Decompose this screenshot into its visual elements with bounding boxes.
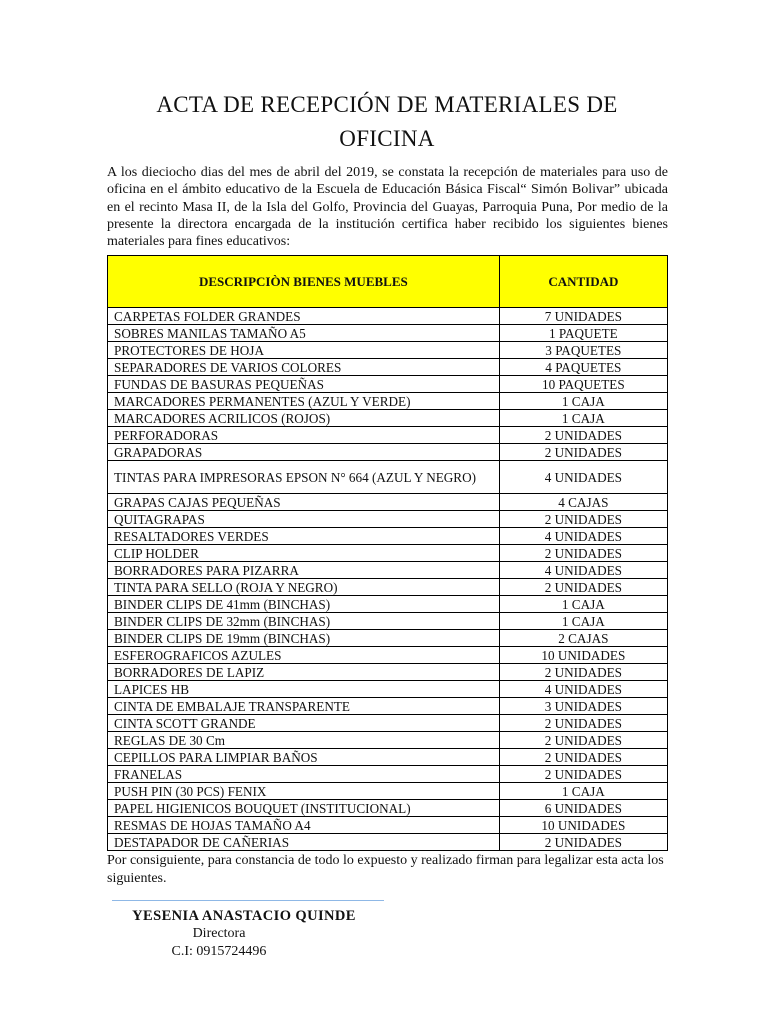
item-description: PUSH PIN (30 PCS) FENIX (108, 783, 500, 800)
table-row (108, 596, 668, 613)
item-quantity: 2 UNIDADES (499, 834, 667, 851)
item-description: QUITAGRAPAS (108, 511, 500, 528)
table-row (108, 545, 668, 562)
item-description: BINDER CLIPS DE 32mm (BINCHAS) (108, 613, 500, 630)
item-description: LAPICES HB (108, 681, 500, 698)
item-quantity: 4 UNIDADES (499, 461, 667, 494)
table-row (108, 749, 668, 766)
table-row (108, 410, 668, 427)
item-quantity: 1 CAJA (499, 393, 667, 410)
item-quantity: 1 PAQUETE (499, 325, 667, 342)
item-quantity: 1 CAJA (499, 410, 667, 427)
table-row (108, 562, 668, 579)
item-quantity: 1 CAJA (499, 783, 667, 800)
table-row (108, 834, 668, 851)
item-quantity: 2 UNIDADES (499, 766, 667, 783)
item-quantity: 4 CAJAS (499, 494, 667, 511)
table-row (108, 325, 668, 342)
item-quantity: 2 CAJAS (499, 630, 667, 647)
item-description: RESALTADORES VERDES (108, 528, 500, 545)
item-description: TINTAS PARA IMPRESORAS EPSON N° 664 (AZUL Y NEGRO) (108, 461, 500, 494)
item-description: RESMAS DE HOJAS TAMAÑO A4 (108, 817, 500, 834)
table-row (108, 766, 668, 783)
item-description: PERFORADORAS (108, 427, 500, 444)
table-row (108, 511, 668, 528)
item-description: CEPILLOS PARA LIMPIAR BAÑOS (108, 749, 500, 766)
item-quantity: 2 UNIDADES (499, 427, 667, 444)
item-quantity: 3 UNIDADES (499, 698, 667, 715)
item-quantity: 2 UNIDADES (499, 749, 667, 766)
item-description: BORRADORES DE LAPIZ (108, 664, 500, 681)
column-header-description: DESCRIPCIÒN BIENES MUEBLES (108, 256, 500, 308)
item-quantity: 1 CAJA (499, 613, 667, 630)
item-description: MARCADORES ACRILICOS (ROJOS) (108, 410, 500, 427)
table-row (108, 681, 668, 698)
table-row (108, 800, 668, 817)
item-quantity: 2 UNIDADES (499, 545, 667, 562)
table-row (108, 528, 668, 545)
item-quantity: 1 CAJA (499, 596, 667, 613)
item-description: CLIP HOLDER (108, 545, 500, 562)
item-quantity: 2 UNIDADES (499, 511, 667, 528)
table-body (108, 308, 668, 851)
item-description: CINTA SCOTT GRANDE (108, 715, 500, 732)
item-description: REGLAS DE 30 Cm (108, 732, 500, 749)
item-quantity: 2 UNIDADES (499, 715, 667, 732)
item-description: PAPEL HIGIENICOS BOUQUET (INSTITUCIONAL) (108, 800, 500, 817)
signatory-role: Directora (192, 926, 246, 941)
table-row (108, 732, 668, 749)
table-row (108, 698, 668, 715)
item-description: DESTAPADOR DE CAÑERIAS (108, 834, 500, 851)
signature-line (112, 900, 384, 901)
table-row (108, 461, 668, 494)
item-description: PROTECTORES DE HOJA (108, 342, 500, 359)
item-description: ESFEROGRAFICOS AZULES (108, 647, 500, 664)
item-description: SEPARADORES DE VARIOS COLORES (108, 359, 500, 376)
signatory-id: C.I: 0915724496 (171, 944, 267, 959)
item-description: GRAPAS CAJAS PEQUEÑAS (108, 494, 500, 511)
item-quantity: 2 UNIDADES (499, 732, 667, 749)
materials-table (107, 255, 668, 851)
item-quantity: 10 UNIDADES (499, 817, 667, 834)
table-row (108, 783, 668, 800)
table-row (108, 342, 668, 359)
item-description: BINDER CLIPS DE 19mm (BINCHAS) (108, 630, 500, 647)
table-row (108, 613, 668, 630)
table-row (108, 427, 668, 444)
item-quantity: 10 PAQUETES (499, 376, 667, 393)
item-description: TINTA PARA SELLO (ROJA Y NEGRO) (108, 579, 500, 596)
table-row (108, 444, 668, 461)
table-row (108, 308, 668, 325)
table-row (108, 376, 668, 393)
closing-paragraph: Por consiguiente, para constancia de todo lo expuesto y realizado firman para legalizar esta acta los siguientes. (107, 853, 664, 886)
item-quantity: 2 UNIDADES (499, 444, 667, 461)
signatory-name: YESENIA ANASTACIO QUINDE (132, 908, 356, 924)
item-description: CINTA DE EMBALAJE TRANSPARENTE (108, 698, 500, 715)
item-quantity: 4 UNIDADES (499, 562, 667, 579)
item-description: CARPETAS FOLDER GRANDES (108, 308, 500, 325)
item-description: GRAPADORAS (108, 444, 500, 461)
item-description: BORRADORES PARA PIZARRA (108, 562, 500, 579)
table-row (108, 579, 668, 596)
table-row (108, 647, 668, 664)
document-title: ACTA DE RECEPCIÓN DE MATERIALES DE OFICINA (156, 92, 618, 151)
item-quantity: 4 UNIDADES (499, 528, 667, 545)
item-description: BINDER CLIPS DE 41mm (BINCHAS) (108, 596, 500, 613)
item-quantity: 7 UNIDADES (499, 308, 667, 325)
table-row (108, 715, 668, 732)
item-quantity: 3 PAQUETES (499, 342, 667, 359)
column-header-quantity: CANTIDAD (499, 256, 667, 308)
table-row (108, 359, 668, 376)
item-description: MARCADORES PERMANENTES (AZUL Y VERDE) (108, 393, 500, 410)
item-quantity: 2 UNIDADES (499, 664, 667, 681)
table-row (108, 817, 668, 834)
item-description: FUNDAS DE BASURAS PEQUEÑAS (108, 376, 500, 393)
item-description: FRANELAS (108, 766, 500, 783)
item-quantity: 2 UNIDADES (499, 579, 667, 596)
item-quantity: 4 PAQUETES (499, 359, 667, 376)
table-row (108, 494, 668, 511)
table-row (108, 630, 668, 647)
table-row (108, 664, 668, 681)
table-header-row (108, 256, 668, 308)
item-quantity: 4 UNIDADES (499, 681, 667, 698)
item-quantity: 10 UNIDADES (499, 647, 667, 664)
intro-paragraph: A los dieciocho dias del mes de abril del 2019, se constata la recepción de materiales para uso de oficina en el ámbito educativo de la Escuela de Educación Básica Fiscal“ Simón Bolivar” ubicada en el recinto Masa II, de la Isla del Golfo, Provincia del Guayas, Parroquia Puna, Por medio de la presente la directora encargada de la institución certifica haber recibido los siguientes bienes materiales para fines educativos: (107, 165, 668, 250)
table-row (108, 393, 668, 410)
item-description: SOBRES MANILAS TAMAÑO A5 (108, 325, 500, 342)
item-quantity: 6 UNIDADES (499, 800, 667, 817)
